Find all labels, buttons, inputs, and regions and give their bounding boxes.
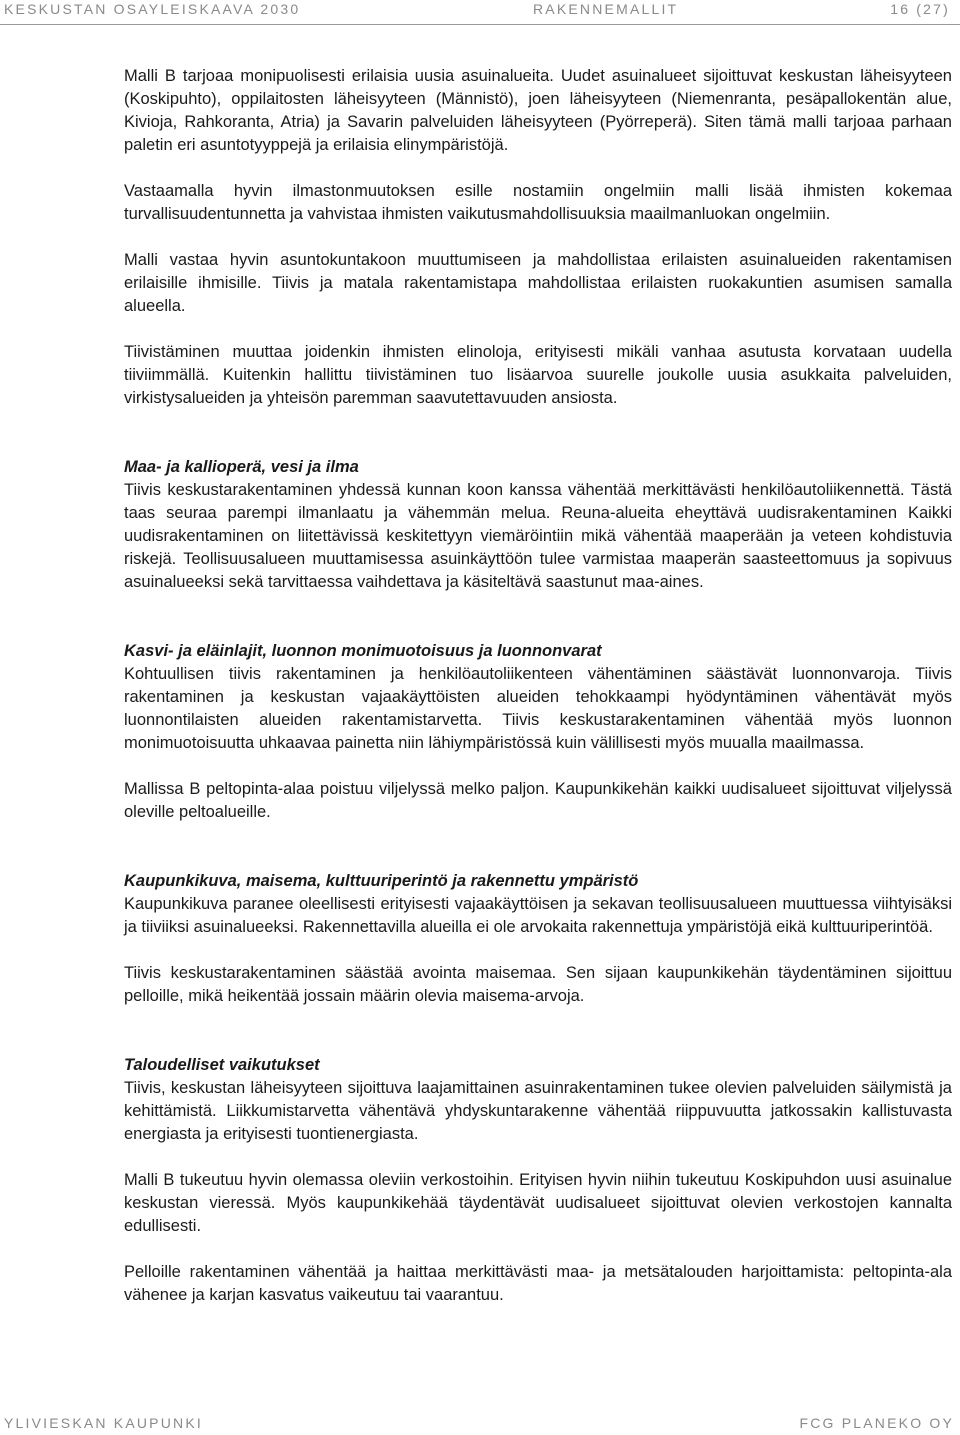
section-title: RAKENNEMALLIT	[533, 1, 679, 17]
footer-municipality: YLIVIESKAN KAUPUNKI	[4, 1415, 203, 1431]
paragraph-townscape: Kaupunkikuva paranee oleellisesti erityisesti vajaakäyttöisen ja sekavan teollisuusalueen muuttuessa viihtyisäksi ja tiiviiksi asuinalueeksi. Rakennettavilla alueilla ei ole arvokaita rakennettuja ympäristöjä eikä kulttuuriperintöä.	[124, 895, 952, 936]
paragraph-climate: Vastaamalla hyvin ilmastonmuutoksen esille nostamiin ongelmiin malli lisää ihmisten kokemaa turvallisuudentunnetta ja vahvistaa ihmisten vaikutusmahdollisuuksia maailmanluokan ongelmiin.	[124, 182, 952, 223]
paragraph-household: Malli vastaa hyvin asuntokuntakoon muuttumiseen ja mahdollistaa erilaisten asuinalueiden rakentamisen erilaisille ihmisille. Tiivis ja matala rakentamistapa mahdollistaa erilaisten ruokakuntien asumisen samalla alueella.	[124, 251, 952, 315]
page-footer	[0, 1409, 960, 1433]
heading-townscape: Kaupunkikuva, maisema, kulttuuriperintö ja rakennettu ympäristö	[124, 872, 639, 890]
heading-biodiversity: Kasvi- ja eläinlajit, luonnon monimuotoisuus ja luonnonvarat	[124, 642, 602, 660]
paragraph-densification: Tiivistäminen muuttaa joidenkin ihmisten elinoloja, erityisesti mikäli vanhaa asutusta korvataan uudella tiiviimmällä. Kuitenkin hallittu tiivistäminen tuo lisäarvoa suurelle joukolle uusia asukkaita palveluiden, virkistysalueiden ja yhteisön paremman saavutettavuuden ansiosta.	[124, 343, 952, 407]
footer-company: FCG PLANEKO OY	[799, 1415, 954, 1431]
page-number: 16 (27)	[890, 1, 950, 17]
paragraph-landscape: Tiivis keskustarakentaminen säästää avointa maisemaa. Sen sijaan kaupunkikehän täydentäminen sijoittuu pelloille, mikä heikentää jossain määrin olevia maisema-arvoja.	[124, 964, 952, 1005]
paragraph-intro: Malli B tarjoaa monipuolisesti erilaisia uusia asuinalueita. Uudet asuinalueet sijoittuvat keskustan läheisyyteen (Koskipuhto), oppilaitosten läheisyyteen (Männistö), joen läheisyyteen (Niemenranta, pesäpallokentän alue, Kivioja, Rahkoranta, Atria) ja Savarin palveluiden läheisyyteen (Pyörreperä). Siten tämä malli tarjoaa parhaan paletin eri asuntotyyppejä ja erilaisia elinympäristöjä.	[124, 67, 952, 154]
document-title: KESKUSTAN OSAYLEISKAAVA 2030	[4, 1, 301, 17]
paragraph-networks: Malli B tukeutuu hyvin olemassa oleviin verkostoihin. Erityisen hyvin niihin tukeutuu Koskipuhdon uusi asuinalue keskustan vieressä. Myös kaupunkikehää täydentävät uudisalueet sijoittuvat olevien verkostojen kannalta edullisesti.	[124, 1171, 952, 1235]
heading-soil-water-air: Maa- ja kallioperä, vesi ja ilma	[124, 458, 359, 476]
paragraph-soil-water-air: Tiivis keskustarakentaminen yhdessä kunnan koon kanssa vähentää merkittävästi henkilöautoliikennettä. Tästä taas seuraa parempi ilmanlaatu ja vähemmän melua. Reuna-alueita eheyttävä uudisrakentaminen Kaikki uudisrakentaminen on liitettävissä keskitettyyn viemäröintiin mikä vähentää maaperään ja veteen kohdistuvia riskejä. Teollisuusalueen muuttamisessa asuinkäyttöön tulee varmistaa maaperän saasteettomuus ja sopivuus asuinalueeksi sekä tarvittaessa vaihdettava ja käsiteltävä saastunut maa-aines.	[124, 481, 952, 591]
paragraph-fields: Mallissa B peltopinta-alaa poistuu viljelyssä melko paljon. Kaupunkikehän kaikki uudisalueet sijoittuvat viljelyssä oleville peltoalueille.	[124, 780, 952, 821]
paragraph-economic: Tiivis, keskustan läheisyyteen sijoittuva laajamittainen asuinrakentaminen tukee olevien palveluiden säilymistä ja kehittämistä. Liikkumistarvetta vähentävä yhdyskuntarakenne vähentää riippuvuutta jatkossakin kallistuvasta energiasta ja erityisesti tuontienergiasta.	[124, 1079, 952, 1143]
paragraph-agriculture: Pelloille rakentaminen vähentää ja haittaa merkittävästi maa- ja metsätalouden harjoittamista: peltopinta-ala vähenee ja karjan kasvatus vaikeutuu tai vaarantuu.	[124, 1263, 952, 1304]
page-header	[0, 0, 960, 25]
heading-economic: Taloudelliset vaikutukset	[124, 1056, 320, 1074]
document-body	[124, 65, 952, 1307]
paragraph-biodiversity: Kohtuullisen tiivis rakentaminen ja henkilöautoliikenteen vähentäminen säästävät luonnonvaroja. Tiivis rakentaminen ja keskustan vajaakäyttöisten alueiden tehokkaampi hyödyntäminen vähentävät myös luonnontilaisten alueiden rakentamistarvetta. Tiivis keskustarakentaminen vähentää myös luonnon monimuotoisuutta uhkaavaa painetta niin lähiympäristössä kuin välillisesti myös muualla maailmassa.	[124, 665, 952, 752]
